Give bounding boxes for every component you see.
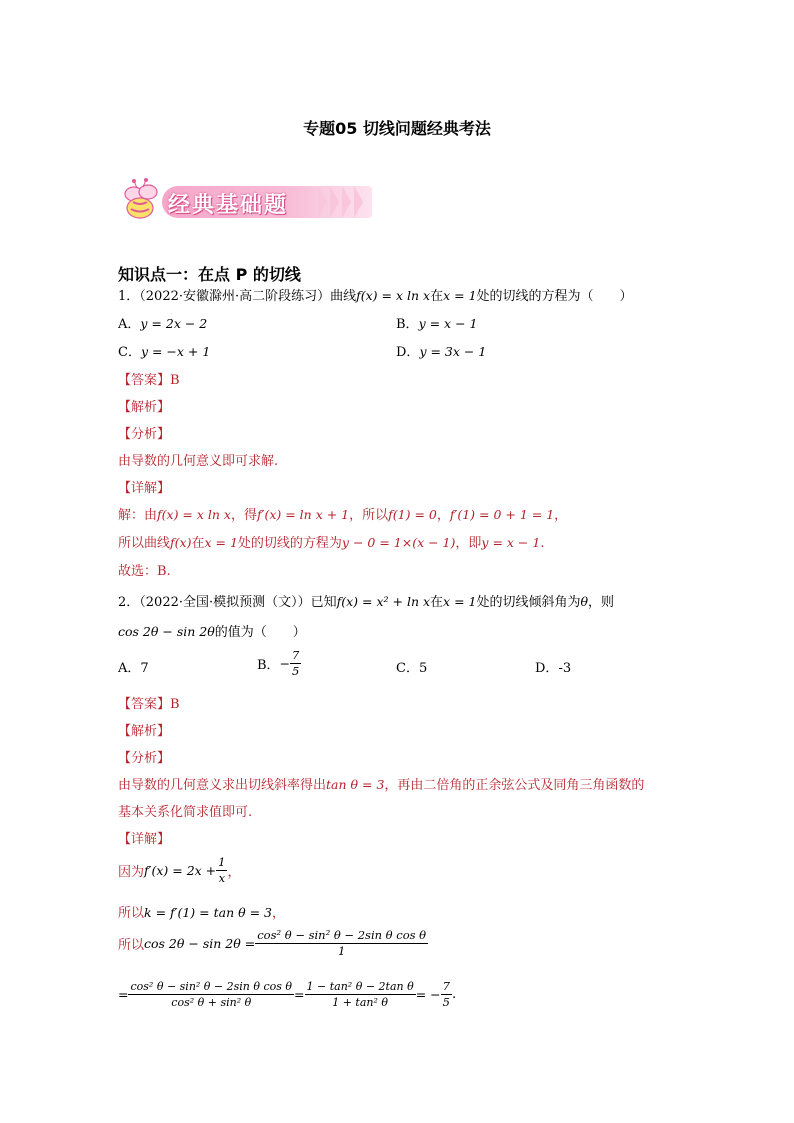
q2-detail-line1: 因为f′(x) = 2x + $\frac{1}{x}$ ， [118,855,241,885]
q1-fenxi: 由导数的几何意义即可求解. [118,454,279,469]
q1-option-d: D．y = 3x − 1 [396,344,487,360]
q2-option-d: D．-3 [535,661,572,676]
q1-stem [118,285,633,304]
section-banner [118,172,378,224]
q2-fenxi-line2: 基本关系化简求值即可. [118,805,253,820]
q2-detail-label: 【详解】 [118,832,171,847]
q2-detail-line2: 所以k = f′(1) = tan θ = 3， [118,905,286,921]
chevron-decor [318,186,327,218]
q1-answer: 【答案】B [118,373,180,388]
q1-stem-prefix: 1．（2022·安徽滁州·高二阶段练习）曲线 [118,289,357,304]
q1-option-b: B．y = x − 1 [396,316,478,332]
q2-fenxi-label: 【分析】 [118,751,171,766]
q1-detail-line1: 解：由f(x) = x ln x，得f′(x) = ln x + 1，所以f(1) = 0，f′(1) = 0 + 1 = 1， [118,507,568,523]
q2-option-c: C．5 [396,661,428,676]
q2-answer: 【答案】B [118,697,180,712]
q1-choose: 故选：B. [118,564,171,579]
q2-detail-line4: = $\frac{\text{cos² θ − sin² θ − 2sin θ cos θ}}{\text{cos² θ + sin² θ}}$ = $\frac{\text{1 − tan² θ − 2tan θ}}{\text{1 + tan² θ}}$ = − $\frac{7}{5}$ . [118,979,457,1009]
q2-option-a: A．7 [118,661,149,676]
q1-detail-label: 【详解】 [118,481,171,496]
q1-fenxi-label: 【分析】 [118,427,171,442]
page-title: 专题05 切线问题经典考法 [303,119,491,138]
banner-label: 经典基础题 [168,193,289,218]
q2-detail-line3: 所以cos 2θ − sin 2θ = $\frac{\text{cos² θ − sin² θ − 2sin θ cos θ}}{1}$ [118,928,427,958]
chevron-decor [342,186,351,218]
q1-stem-formula: f(x) = x ln x [356,288,431,303]
q1-stem-suffix: 处的切线的方程为（ ） [476,289,633,304]
q2-stem: 2．（2022·全国·模拟预测（文））已知f(x) = x² + ln x在x = 1处的切线倾斜角为θ，则 [118,594,615,610]
q2-stem-line2: cos 2θ − sin 2θ的值为（ ） [118,624,306,640]
chevron-decor [330,186,339,218]
q1-analysis-label: 【解析】 [118,400,171,415]
q1-detail-line2: 所以曲线f(x)在x = 1处的切线的方程为y − 0 = 1×(x − 1)，即y = x − 1. [118,535,545,551]
knowledge-point-heading: 知识点一：在点 P 的切线 [118,265,301,284]
q2-option-b: B．− $\frac{7}{5}$ [257,648,300,678]
q2-fenxi-line1: 由导数的几何意义求出切线斜率得出tan θ = 3，再由二倍角的正余弦公式及同角三角函数的 [118,777,645,793]
q1-stem-cond: x = 1 [443,288,477,303]
q1-option-a: A．y = 2x − 2 [118,316,208,332]
chevron-decor [354,186,363,218]
q1-stem-mid: 在 [430,289,444,304]
bee-icon [118,172,166,224]
q1-option-c: C．y = −x + 1 [118,344,211,360]
q2-analysis-label: 【解析】 [118,724,171,739]
